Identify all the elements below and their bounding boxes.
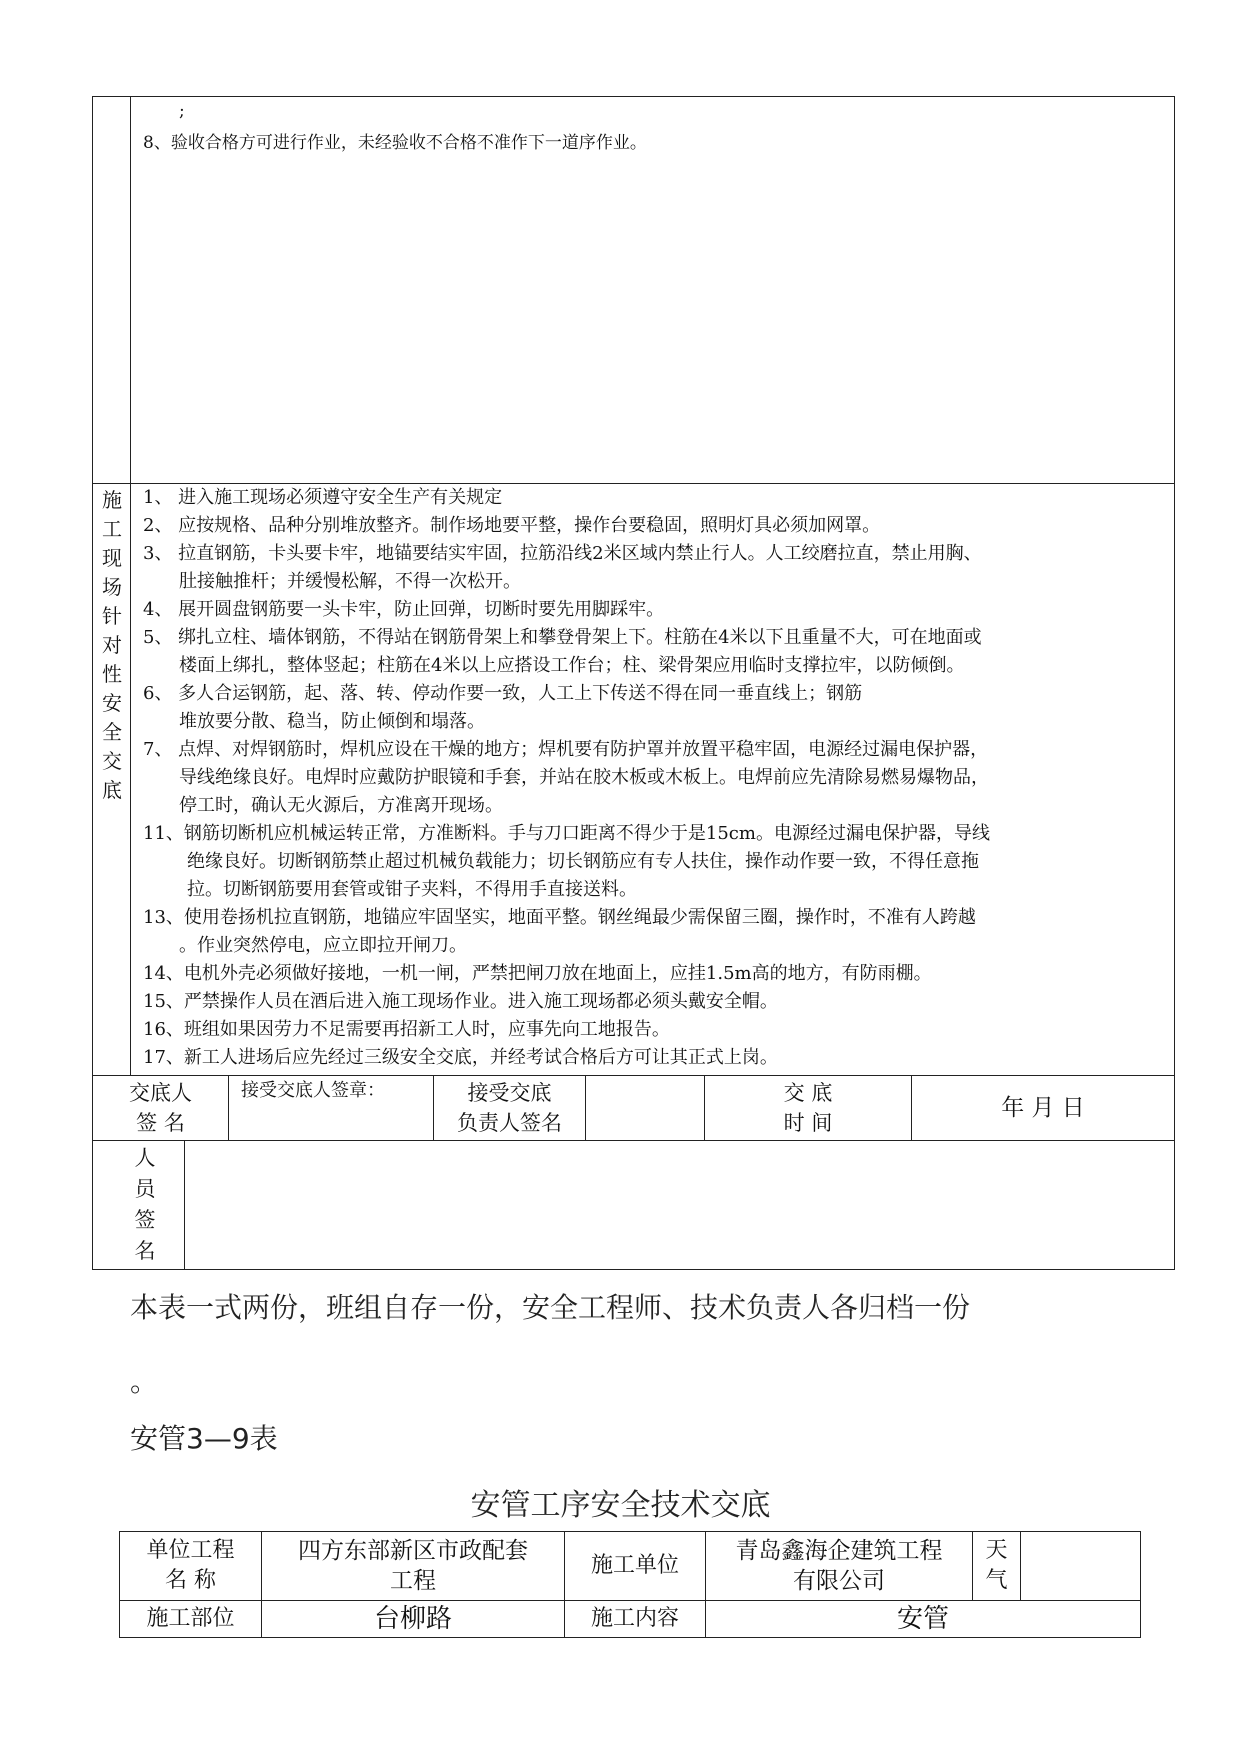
safety-vertical-label — [93, 484, 131, 805]
label-char: 工 — [102, 517, 122, 541]
label-char: 现 — [102, 546, 122, 570]
label-char: 人 — [134, 1146, 156, 1170]
receiver-head-sign-cell[interactable] — [585, 1075, 705, 1141]
weather-label-line1: 天 — [985, 1538, 1008, 1563]
safety-item: 堆放要分散、稳当，防止倾倒和塌落。 — [179, 711, 485, 732]
label-char: 名 — [134, 1239, 156, 1263]
person-sign-vertical-label — [93, 1141, 191, 1267]
safety-item: 16、班组如果因劳力不足需要再招新工人时，应事先向工地报告。 — [143, 1019, 670, 1040]
label-char: 场 — [102, 575, 122, 599]
unit-project-value-line1: 四方东部新区市政配套 — [298, 1538, 528, 1564]
weather-value-cell[interactable] — [1020, 1531, 1141, 1601]
safety-item: 11、钢筋切断机应机械运转正常，方准断料。手与刀口距离不得少于是15cm。电源经过漏电保护器，导线 — [143, 823, 990, 844]
part-value: 台柳路 — [373, 1604, 452, 1634]
receiver-head-label-cell — [433, 1075, 586, 1141]
safety-item: 导线绝缘良好。电焊时应戴防护眼镜和手套，并站在胶木板或木板上。电焊前应先清除易燃易爆物品， — [179, 767, 989, 788]
safety-item: 绝缘良好。切断钢筋禁止超过机械负载能力；切长钢筋应有专人扶住，操作动作要一致，不得任意拖 — [187, 851, 979, 872]
safety-item: 4、 展开圆盘钢筋要一头卡牢，防止回弹，切断时要先用脚踩牢。 — [143, 599, 665, 620]
construction-unit-value-cell[interactable] — [705, 1531, 973, 1601]
time-label-line2: 时 间 — [783, 1111, 833, 1135]
label-char: 性 — [102, 662, 122, 686]
safety-item: 3、 拉直钢筋，卡头要卡牢，地锚要结实牢固，拉筋沿线2米区域内禁止行人。人工绞磨拉直，禁止用胸、 — [143, 543, 982, 564]
second-form-title: 安管工序安全技术交底 — [470, 1488, 771, 1523]
safety-label-cell — [92, 483, 131, 1076]
giver-label-line2: 签 名 — [136, 1111, 185, 1135]
footnote-line2: 。 — [130, 1365, 159, 1398]
safety-item: 1、 进入施工现场必须遵守安全生产有关规定 — [143, 487, 503, 508]
safety-item: 楼面上绑扎，整体竖起；柱筋在4米以上应搭设工作台；柱、梁骨架应用临时支撑拉牢，以防倾倒。 — [179, 655, 965, 676]
weather-label-cell — [972, 1531, 1021, 1601]
date-cell[interactable] — [911, 1075, 1175, 1141]
safety-item: 拉。切断钢筋要用套管或钳子夹料，不得用手直接送料。 — [187, 879, 637, 900]
label-char: 安 — [102, 691, 122, 715]
label-char: 员 — [134, 1177, 156, 1201]
person-sign-label-cell — [92, 1140, 185, 1270]
label-char: 施 — [102, 488, 122, 512]
safety-item: 2、 应按规格、品种分别堆放整齐。制作场地要平整，操作台要稳固，照明灯具必须加网罩。 — [143, 515, 881, 536]
time-label-cell — [704, 1075, 912, 1141]
content-value: 安管 — [896, 1604, 949, 1634]
form-code: 安管3—9表 — [130, 1422, 278, 1455]
safety-item: 肚接触推杆；并缓慢松解，不得一次松开。 — [179, 571, 521, 592]
part-value-cell[interactable] — [261, 1600, 565, 1638]
unit-project-label-line1: 单位工程 — [146, 1538, 235, 1563]
safety-item: 17、新工人进场后应先经过三级安全交底，并经考试合格后方可让其正式上岗。 — [143, 1047, 778, 1068]
construction-unit-value-line1: 青岛鑫海企建筑工程 — [735, 1538, 943, 1564]
giver-label-line1: 交底人 — [129, 1081, 192, 1105]
receiver-sign-cell[interactable] — [228, 1075, 434, 1141]
label-char: 针 — [102, 604, 122, 628]
top-content-cell — [130, 96, 1175, 484]
unit-project-value-cell[interactable] — [261, 1531, 565, 1601]
safety-item: 7、 点焊、对焊钢筋时，焊机应设在干燥的地方；焊机要有防护罩并放置平稳牢固，电源经过漏电保护器， — [143, 739, 989, 760]
label-char: 全 — [102, 720, 122, 744]
unit-project-label-line2: 名 称 — [164, 1568, 216, 1593]
unit-project-value-line2: 工程 — [390, 1568, 436, 1594]
receiver-sign-label: 接受交底人签章： — [241, 1080, 385, 1101]
construction-unit-label: 施工单位 — [590, 1553, 679, 1578]
receiver-head-line2: 负责人签名 — [457, 1111, 562, 1135]
content-label: 施工内容 — [590, 1606, 679, 1631]
time-label-line1: 交 底 — [783, 1081, 833, 1105]
label-char: 底 — [102, 778, 122, 802]
safety-item: 15、严禁操作人员在酒后进入施工现场作业。进入施工现场都必须头戴安全帽。 — [143, 991, 778, 1012]
safety-item: 5、 绑扎立柱、墙体钢筋，不得站在钢筋骨架上和攀登骨架上下。柱筋在4米以下且重量不大，可在地面或 — [143, 627, 982, 648]
giver-label-cell — [92, 1075, 229, 1141]
footnote-line1: 本表一式两份，班组自存一份，安全工程师、技术负责人各归档一份 — [130, 1291, 971, 1324]
person-sign-area[interactable] — [184, 1140, 1175, 1270]
unit-project-label-cell — [119, 1531, 262, 1601]
safety-item: 停工时，确认无火源后，方准离开现场。 — [179, 795, 503, 816]
item-8: 8、验收合格方可进行作业，未经验收不合格不准作下一道序作业。 — [143, 133, 647, 153]
safety-content-cell — [130, 483, 1175, 1076]
construction-unit-label-cell — [564, 1531, 706, 1601]
part-label: 施工部位 — [146, 1606, 235, 1631]
safety-item: 。作业突然停电，应立即拉开闸刀。 — [179, 935, 467, 956]
receiver-head-line1: 接受交底 — [467, 1081, 552, 1105]
content-value-cell[interactable] — [705, 1600, 1141, 1638]
top-label-cell — [92, 96, 131, 484]
safety-item: 6、 多人合运钢筋，起、落、转、停动作要一致，人工上下传送不得在同一垂直线上；钢筋 — [143, 683, 863, 704]
construction-unit-value-line2: 有限公司 — [793, 1568, 885, 1594]
continuation-semicolon: ; — [179, 101, 185, 121]
label-char: 签 — [134, 1208, 156, 1232]
safety-item: 14、电机外壳必须做好接地，一机一闸，严禁把闸刀放在地面上，应挂1.5m高的地方，有防雨棚。 — [143, 963, 932, 984]
part-label-cell — [119, 1600, 262, 1638]
date-text: 年 月 日 — [1001, 1095, 1085, 1121]
label-char: 交 — [102, 749, 122, 773]
weather-label-line2: 气 — [985, 1568, 1008, 1593]
label-char: 对 — [102, 633, 122, 657]
safety-item: 13、使用卷扬机拉直钢筋，地锚应牢固坚实，地面平整。钢丝绳最少需保留三圈，操作时，不准有人跨越 — [143, 907, 976, 928]
content-label-cell — [564, 1600, 706, 1638]
